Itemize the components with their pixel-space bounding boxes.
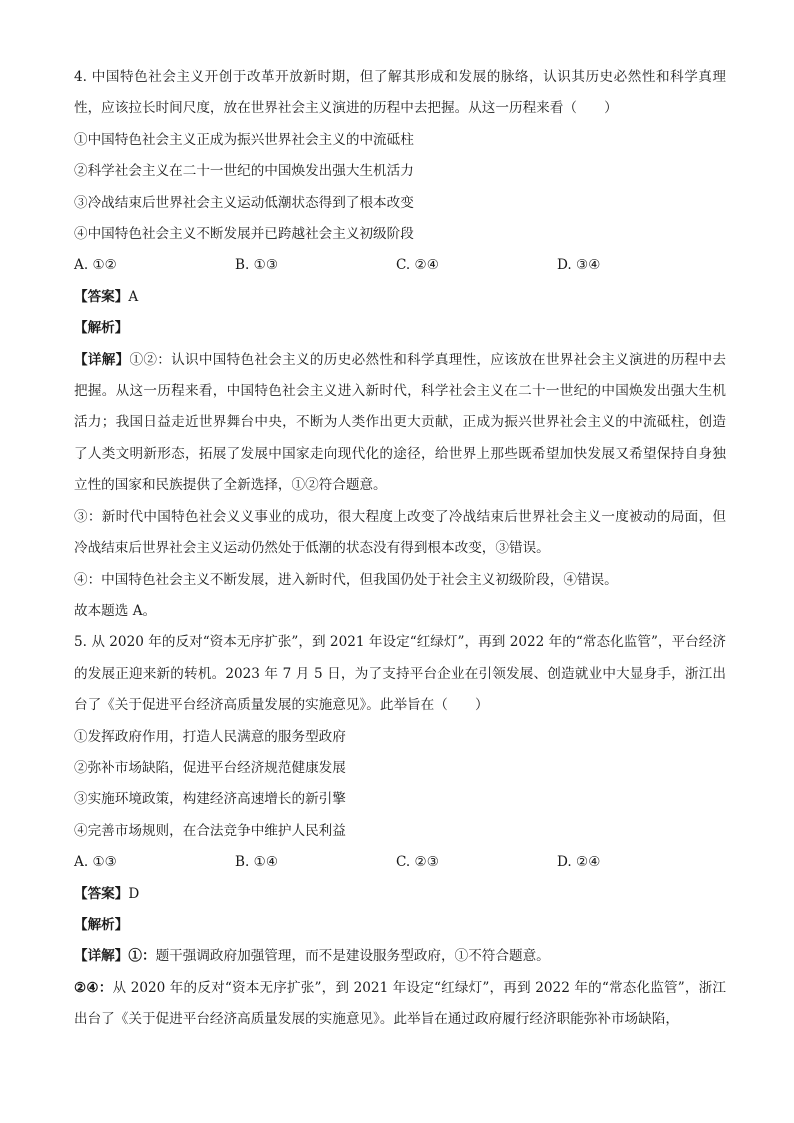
question-5-stem: 5. 从 2020 年的反对“资本无序扩张”，到 2021 年设定“红绿灯”，再到 2022 年的“常态化监管”，平台经济的发展正迎来新的转机。2023 年 7 月 5 日，为了支持平台企业在引领发展、创造就业中大显身手，浙江出台了《关于促进平台经济高质量发展的实施意见》。此举旨在（ ）: [74, 634, 726, 714]
question-4-conclusion: 故本题选 A。: [74, 602, 157, 619]
question-5-option-b: B. ①④: [235, 854, 279, 871]
question-4-stem: 4. 中国特色社会主义开创于改革开放新时期，但了解其形成和发展的脉络，认识其历史必然性和科学真理性，应该拉长时间尺度，放在世界社会主义演进的历程中去把握。从这一历程来看（ ）: [74, 69, 726, 117]
question-5-item-2: ②弥补市场缺陷，促进平台经济规范健康发展: [74, 759, 346, 776]
question-5-option-a: A. ①③: [74, 854, 117, 871]
question-4-answer: [74, 282, 726, 313]
question-4-item-1: ①中国特色社会主义正成为振兴世界社会主义的中流砥柱: [74, 131, 414, 148]
detail-marker: ①：: [128, 948, 156, 965]
answer-value: A: [128, 288, 139, 305]
question-5-detail-2: [74, 973, 726, 1036]
answer-value: D: [128, 885, 140, 902]
question-4-item-2: ②科学社会主义在二十一世纪的中国焕发出强大生机活力: [74, 163, 414, 180]
question-4-detail-1: [74, 345, 726, 502]
detail-text: ①②：认识中国特色社会主义的历史必然性和科学真理性，应该放在世界社会主义演进的历程中去把握。从这一历程来看，中国特色社会主义进入新时代，科学社会主义在二十一世纪的中国焕发出强大生机活力；我国日益走近世界舞台中央，不断为人类作出更大贡献，正成为振兴世界社会主义的中流砥柱，创造了人类文明新形态，拓展了发展中国家走向现代化的途径，给世界上那些既希望加快发展又希望保持自身独立性的国家和民族提供了全新选择，①②符合题意。: [74, 351, 726, 494]
question-4-detail-3: ④：中国特色社会主义不断发展，进入新时代，但我国仍处于社会主义初级阶段，④错误。: [74, 571, 618, 588]
question-5-options: [74, 847, 726, 878]
question-5-detail-1: [74, 941, 726, 972]
question-5-item-4: ④完善市场规则，在合法竞争中维护人民利益: [74, 822, 346, 839]
question-4-option-d: D. ③④: [557, 257, 601, 274]
question-4-item-3: ③冷战结束后世界社会主义运动低潮状态得到了根本改变: [74, 194, 414, 211]
detail-label: 【详解】: [74, 351, 130, 368]
question-5-item-1: ①发挥政府作用，打造人民满意的服务型政府: [74, 728, 346, 745]
question-5: [74, 627, 726, 1035]
question-5-option-c: C. ②③: [396, 854, 439, 871]
answer-label: 【答案】: [74, 288, 129, 305]
detail-label: 【详解】: [74, 948, 129, 965]
detail-marker: ②④：: [74, 979, 113, 996]
question-4-analysis-label: 【解析】: [74, 320, 129, 337]
question-4-options: [74, 250, 726, 281]
question-4-option-b: B. ①③: [235, 257, 279, 274]
detail-text: 从 2020 年的反对“资本无序扩张”，到 2021 年设定“红绿灯”，再到 2022 年的“常态化监管”，浙江出台了《关于促进平台经济高质量发展的实施意见》。此举旨在通过政府履行经济职能弥补市场缺陷，: [74, 979, 727, 1028]
question-4: [74, 62, 726, 627]
question-5-item-3: ③实施环境政策，构建经济高速增长的新引擎: [74, 791, 346, 808]
question-4-detail-2: ③：新时代中国特色社会义义事业的成功，很大程度上改变了冷战结束后世界社会主义一度被动的局面，但冷战结束后世界社会主义运动仍然处于低潮的状态没有得到根本改变，③错误。: [74, 508, 726, 557]
question-5-option-d: D. ②④: [557, 854, 601, 871]
question-4-option-c: C. ②④: [396, 257, 439, 274]
question-4-item-4: ④中国特色社会主义不断发展并已跨越社会主义初级阶段: [74, 226, 414, 243]
question-5-analysis-label: 【解析】: [74, 916, 129, 933]
document-content: [74, 62, 726, 1036]
question-4-option-a: A. ①②: [74, 257, 117, 274]
question-5-answer: [74, 879, 726, 910]
answer-label: 【答案】: [74, 885, 129, 902]
detail-text: 题干强调政府加强管理，而不是建设服务型政府，①不符合题意。: [155, 948, 550, 965]
